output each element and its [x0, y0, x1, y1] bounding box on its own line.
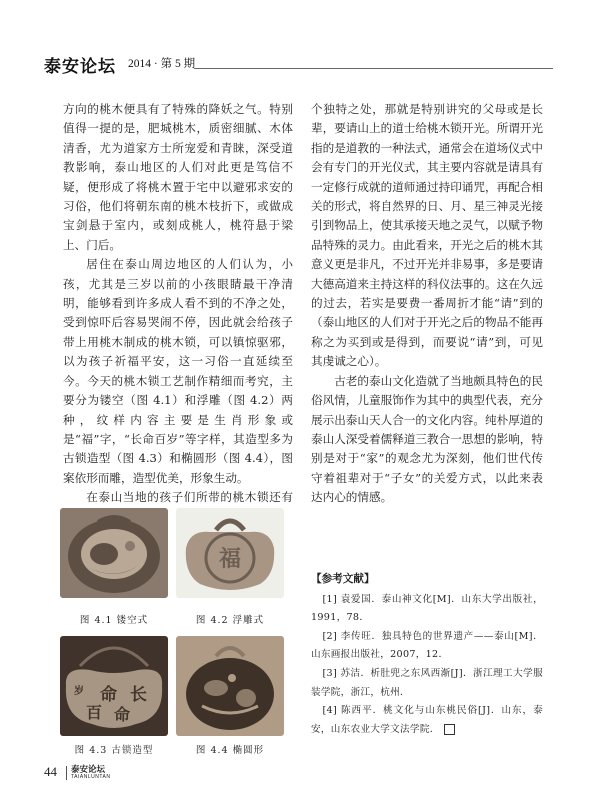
figure-4-1-photo: [60, 508, 168, 598]
figure-4-1-caption: 图 4.1 镂空式: [79, 615, 149, 626]
figure-4-4-photo: [176, 636, 284, 736]
figure-4-2-caption: 图 4.2 浮雕式: [195, 615, 265, 626]
reference-item: [4] 陈西平．桃文化与山东桃民俗[J]．山东，泰安，山东农业大学文法学院．: [311, 705, 543, 735]
right-column: [311, 100, 543, 508]
carved-character: 命: [100, 685, 117, 705]
left-paragraph-2: 居住在泰山周边地区的人们认为，小孩，尤其是三岁以前的小孩眼睛最干净清明，能够看到许多成人看不到的不净之处，受到惊吓后容易哭闹不停，因此就会给孩子带上用桃木制成的桃木锁，可以镇惊驱邪，以为孩子祈福平安，这一习俗一直延续至今。今天的桃木锁工艺制作精细而考究，主要分为镂空（图 4.1）和浮雕（图 4.2）两种，纹样内容主要是生肖形象或是“福”字，“长命百岁”等字样，其造型多为古锁造型（图 4.3）和椭圆形（图 4.4），图案依形而雕，造型优美，形象生动。: [63, 257, 293, 485]
references-title: 【参考文献】: [311, 573, 375, 585]
issue-label: 2014 · 第 5 期: [128, 58, 196, 70]
relief-lock-image: [176, 508, 284, 598]
references-section: [311, 570, 543, 739]
figure-4-2-photo: [176, 508, 284, 598]
carved-character: 岁: [74, 686, 84, 697]
footer-divider: [66, 766, 67, 780]
carved-character: 百: [86, 703, 103, 722]
openwork-lock-image: [60, 508, 168, 598]
carved-character: 命: [114, 705, 131, 724]
end-mark-icon: [444, 724, 455, 735]
footer-pinyin: TAIANLUNTAN: [71, 774, 111, 780]
oval-lock-image: [176, 636, 284, 736]
left-paragraph-1: 方向的桃木便具有了特殊的降妖之气。特别值得一提的是，肥城桃木，质密细腻、木体清香，尤为道家方士所宠爱和青睐，深受道教影响，泰山地区的人们对此更是笃信不疑，便形成了将桃木置于宅中以避邪求安的习俗，他们将朝东南的桃木枝折下，或做成宝剑悬于室内，或刻成桃人，桃符悬于梁上、门后。: [63, 102, 293, 252]
carved-character: 长: [130, 685, 147, 705]
figure-4-4-caption: 图 4.4 椭圆形: [195, 745, 265, 756]
header-rule: [194, 68, 553, 69]
carved-character: 福: [218, 546, 242, 572]
figure-4-3-photo: [60, 636, 168, 736]
reference-item: [3] 苏洁．析肚兜之东风西渐[J]．浙江理工大学服装学院，浙江，杭州．: [311, 667, 543, 698]
page-number: 44: [44, 764, 57, 779]
page-footer: [44, 764, 244, 784]
reference-item: [1] 袁爱国．泰山神文化[M]．山东大学出版社，1991，78．: [311, 593, 543, 624]
left-paragraph-3: 在泰山当地的孩子们所带的桃木锁还有: [86, 490, 293, 505]
left-column: [63, 100, 293, 527]
right-paragraph-1: 个独特之处，那就是特别讲究的父母或是长辈，要请山上的道士给桃木锁开光。所谓开光指的是道教的一种法式，通常会在道场仪式中会有专门的开光仪式，其主要内容就是请具有一定修行成就的道师通过持印诵咒，再配合相关的形式，将自然界的日、月、星三神灵光接引到物品上，使其承接天地之灵气，以赋予物品特殊的灵力。由此看来，开光之后的桃木其意义更是非凡，不过开光并非易事，多是要请大德高道来主持这样的科仪法事的。这在久远的过去，若实是要费一番周折才能“请”到的（泰山地区的人们对于开光之后的物品不能再称之为买到或是得到，而要说“请”到，可见其虔诚之心）。: [311, 102, 543, 369]
ancient-lock-image: [60, 636, 168, 736]
page-header: [44, 50, 553, 77]
figure-4-3-caption: 图 4.3 古锁造型: [74, 745, 154, 756]
footer-journal: 泰安论坛: [71, 764, 106, 774]
journal-title: 泰安论坛: [44, 57, 116, 77]
right-paragraph-2: 古老的泰山文化造就了当地颇具特色的民俗风情，儿童服饰作为其中的典型代表，充分展示出泰山天人合一的文化内容。纯朴厚道的泰山人深受着儒释道三教合一思想的影响，特别是对于“家”的观念尤为深刻，他们世代传守着祖辈对于“子女”的关爱方式，以此来表达内心的情感。: [311, 373, 543, 505]
reference-item: [2] 李传旺．独具特色的世界遗产——泰山[M]．山东画报出版社，2007，12．: [311, 630, 543, 661]
